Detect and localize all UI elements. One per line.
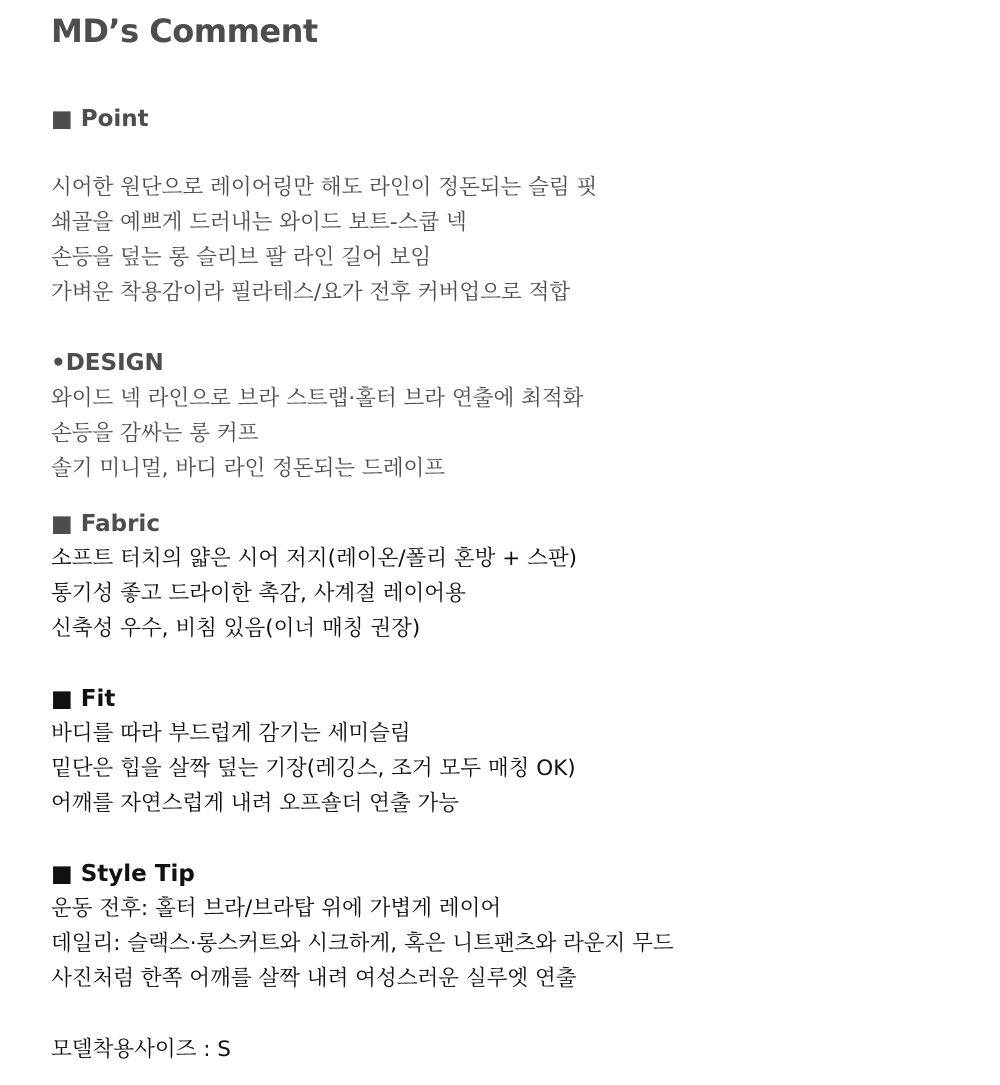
point-heading: ■ Point [51,106,149,132]
design-line: 와이드 넥 라인으로 브라 스트랩·홀터 브라 연출에 최적화 [51,386,584,411]
point-line: 쇄골을 예쁘게 드러내는 와이드 보트-스쿱 넥 [51,210,467,235]
point-lines [51,170,597,310]
design-line: 손등을 감싸는 롱 커프 [51,421,259,446]
design-line: 솔기 미니멀, 바디 라인 정돈되는 드레이프 [51,456,446,481]
point-line: 가벼운 착용감이라 필라테스/요가 전후 커버업으로 적합 [51,280,571,305]
fabric-lines [51,541,577,646]
style-tip-line: 사진처럼 한쪽 어깨를 살짝 내려 여성스러운 실루엣 연출 [51,966,577,991]
point-line: 손등을 덮는 롱 슬리브 팔 라인 길어 보임 [51,245,432,270]
fit-line: 어깨를 자연스럽게 내려 오프숄더 연출 가능 [51,791,460,816]
page-title: MD’s Comment [51,12,318,50]
fabric-line: 통기성 좋고 드라이한 촉감, 사계절 레이어용 [51,581,466,606]
style-tip-line: 데일리: 슬랙스·롱스커트와 시크하게, 혹은 니트팬츠와 라운지 무드 [51,931,674,956]
style-tip-lines [51,891,674,996]
design-lines [51,381,583,486]
style-tip-heading: ■ Style Tip [51,861,195,887]
fit-line: 바디를 따라 부드럽게 감기는 세미슬림 [51,721,411,746]
fit-line: 밑단은 힙을 살짝 덮는 기장(레깅스, 조거 모두 매칭 OK) [51,756,576,781]
fabric-line: 소프트 터치의 얇은 시어 저지(레이온/폴리 혼방 + 스판) [51,546,578,571]
design-heading: •DESIGN [51,350,164,376]
style-tip-line: 운동 전후: 홀터 브라/브라탑 위에 가볍게 레이어 [51,896,502,921]
point-line: 시어한 원단으로 레이어링만 해도 라인이 정돈되는 슬림 핏 [51,175,598,200]
fit-lines [51,716,576,821]
fabric-heading: ■ Fabric [51,511,160,537]
model-size-line: 모델착용사이즈 : S [51,1037,231,1062]
fit-heading: ■ Fit [51,686,116,712]
fabric-line: 신축성 우수, 비침 있음(이너 매칭 권장) [51,616,421,641]
model-size-text [51,1032,231,1067]
